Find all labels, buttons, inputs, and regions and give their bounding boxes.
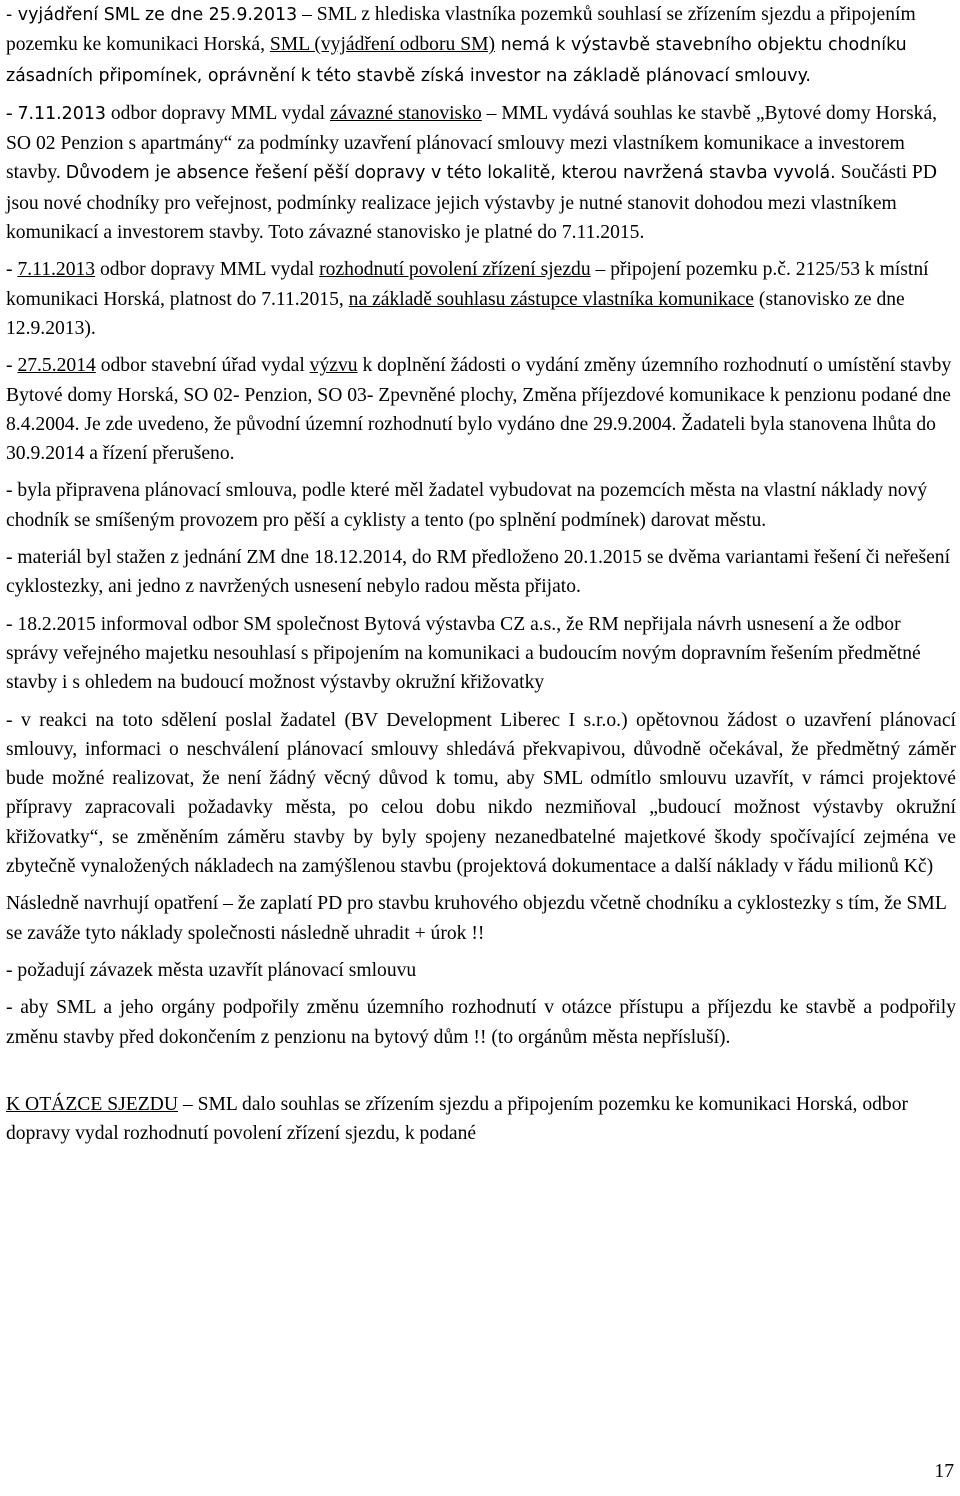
text-segment: – připojení pozemku p.č. 2125/53 k místní komunikaci Horská, platnost do 7.11.2015, bbox=[6, 259, 929, 310]
text-segment: - materiál byl stažen z jednání ZM dne 18.12.2014, do RM předloženo 20.1.2015 se dvěma variantami řešení či neřešení cyklostezky, ani jedno z navržených usnesení nebylo radou města přijato. bbox=[6, 547, 951, 598]
text-segment: 7.11.2013 bbox=[17, 259, 96, 281]
text-segment: – SML dalo souhlas se zřízením sjezdu a připojením pozemku ke komunikaci Horská, odbor dopravy vydal rozhodnutí povolení zřízení sjezdu, k podané bbox=[6, 1093, 909, 1145]
text-segment: - bbox=[6, 102, 18, 124]
text-segment: výzvu bbox=[309, 355, 358, 377]
text-segment: Následně navrhují opatření – že zaplatí PD pro stavbu kruhového objezdu včetně chodníku a cyklostezky s tím, že SML se zaváže tyto náklady společnosti následně uhradit + úrok !! bbox=[6, 893, 947, 944]
paragraph-pozadovany-zavazek bbox=[6, 956, 956, 985]
page-number: 17 bbox=[934, 1461, 954, 1482]
text-segment: k doplnění žádosti o vydání změny územního rozhodnutí o umístění stavby Bytové domy Horská, SO 02- Penzion, SO 03- Zpevněné plochy, Změna příjezdové komunikace k penzionu podané dne 8.4.2004. Je zde uvedeno, že původní územní rozhodnutí bylo vydáno dne 29.9.2004. Žadateli byla stanovena lhůta do 30.9.2014 a řízení přerušeno. bbox=[6, 355, 952, 465]
paragraph-reakce-zadatel bbox=[6, 706, 956, 882]
text-segment: odbor stavební úřad vydal bbox=[95, 355, 310, 377]
text-segment: - byla připravena plánovací smlouva, podle které měl žadatel vybudovat na pozemcích města na vlastní náklady nový chodník se smíšeným provozem pro pěší a cyklisty a tento (po splnění podmínek) darovat městu. bbox=[6, 480, 928, 531]
text-segment: 27.5.2014 bbox=[17, 355, 96, 377]
text-segment: SML (vyjádření odboru SM) bbox=[269, 34, 496, 56]
paragraph-navrh-opatreni bbox=[6, 889, 956, 948]
text-segment: – SML z hlediska vlastníka pozemků souhlasí se zřízením sjezdu a připojením pozemku ke komunikaci Horská, bbox=[6, 4, 916, 56]
text-segment: - v reakci na toto sdělení poslal žadatel (BV Development Liberec I s.r.o.) opětovnou žádost o uzavření plánovací smlouvy, informaci o neschválení plánovací smlouvy shledává překvapivou, důvodně očekával, že předmětný záměr bude možné realizovat, že není žádný věcný důvod k tomu, aby SML odmítlo smlouvu uzavřít, v rámci projektové přípravy zapracovali požadavky města, po celou dobu nikdo nezmiňoval „budoucí možnost výstavby okružní křižovatky“, se změněním záměru stavby by byly spojeny nezanedbatelné majetkové škody spočívající zejména ve zbytečně vynaložených nákladech na zamýšlenou stavbu (projektová dokumentace a další náklady v řádu milionů Kč) bbox=[6, 709, 956, 878]
text-segment: 7.11.2013 bbox=[17, 103, 106, 124]
text-segment: Součásti PD jsou nové chodníky pro veřejnost, podmínky realizace jejich výstavby je nutné stanovit dohodou mezi vlastníkem komunikací a investorem stavby. Toto závazné stanovisko je platné do 7.11.2015. bbox=[6, 162, 937, 244]
document-page bbox=[6, 0, 956, 1148]
paragraph-smlvyjadreni bbox=[6, 0, 956, 91]
text-segment: závazné stanovisko bbox=[329, 102, 482, 124]
paragraph-zavazne-stanovisko bbox=[6, 99, 956, 247]
text-segment: – MML vydává souhlas ke stavbě „Bytové domy Horská, SO 02 Penzion s apartmány“ za podmínky uzavření plánovací smlouvy mezi vlastníkem komunikace a investorem stavby. bbox=[6, 102, 938, 184]
paragraph-k-otazce-sjezdu bbox=[6, 1090, 956, 1149]
paragraph-rozhodnuti-sjezd bbox=[6, 255, 956, 343]
text-segment: - bbox=[6, 355, 18, 377]
text-segment: K OTÁZCE SJEZDU bbox=[6, 1093, 178, 1115]
paragraph-material-stazen bbox=[6, 543, 956, 602]
paragraph-vyzva-doplneni bbox=[6, 351, 956, 468]
paragraph-planovaci-smlouva bbox=[6, 476, 956, 535]
paragraph-informoval-sm bbox=[6, 610, 956, 698]
text-segment: odbor dopravy MML vydal bbox=[95, 259, 320, 281]
paragraph-podpora-zmeny bbox=[6, 993, 956, 1052]
text-segment: Důvodem je absence řešení pěší dopravy v této lokalitě, kterou navržená stavba vyvolá. bbox=[65, 163, 836, 184]
text-segment: - bbox=[6, 259, 18, 281]
text-segment: - aby SML a jeho orgány podpořily změnu územního rozhodnutí v otázce přístupu a příjezdu ke stavbě a podpořily změnu stavby před dokončením z penzionu na bytový dům !! (to orgánům města nepřísluší). bbox=[6, 997, 956, 1048]
text-segment: (stanovisko ze dne 12.9.2013). bbox=[6, 288, 905, 339]
text-segment: odbor dopravy MML vydal bbox=[105, 102, 330, 124]
text-segment: - požadují závazek města uzavřít plánovací smlouvu bbox=[6, 959, 417, 981]
text-segment: nemá k výstavbě stavebního objektu chodníku zásadních připomínek, oprávnění k této stavbě získá investor na základě plánovací smlouvy. bbox=[6, 35, 907, 86]
text-segment: - vyjádření SML ze dne 25.9.2013 bbox=[6, 5, 298, 25]
text-segment: na základě souhlasu zástupce vlastníka komunikace bbox=[348, 288, 755, 310]
text-segment: rozhodnutí povolení zřízení sjezdu bbox=[319, 259, 591, 281]
text-segment: - 18.2.2015 informoval odbor SM společnost Bytová výstavba CZ a.s., že RM nepřijala návrh usnesení a že odbor správy veřejného majetku nesouhlasí s připojením na komunikaci a budoucím novým dopravním řešením předmětné stavby i s ohledem na budoucí možnost výstavby okružní křižovatky bbox=[6, 613, 921, 694]
